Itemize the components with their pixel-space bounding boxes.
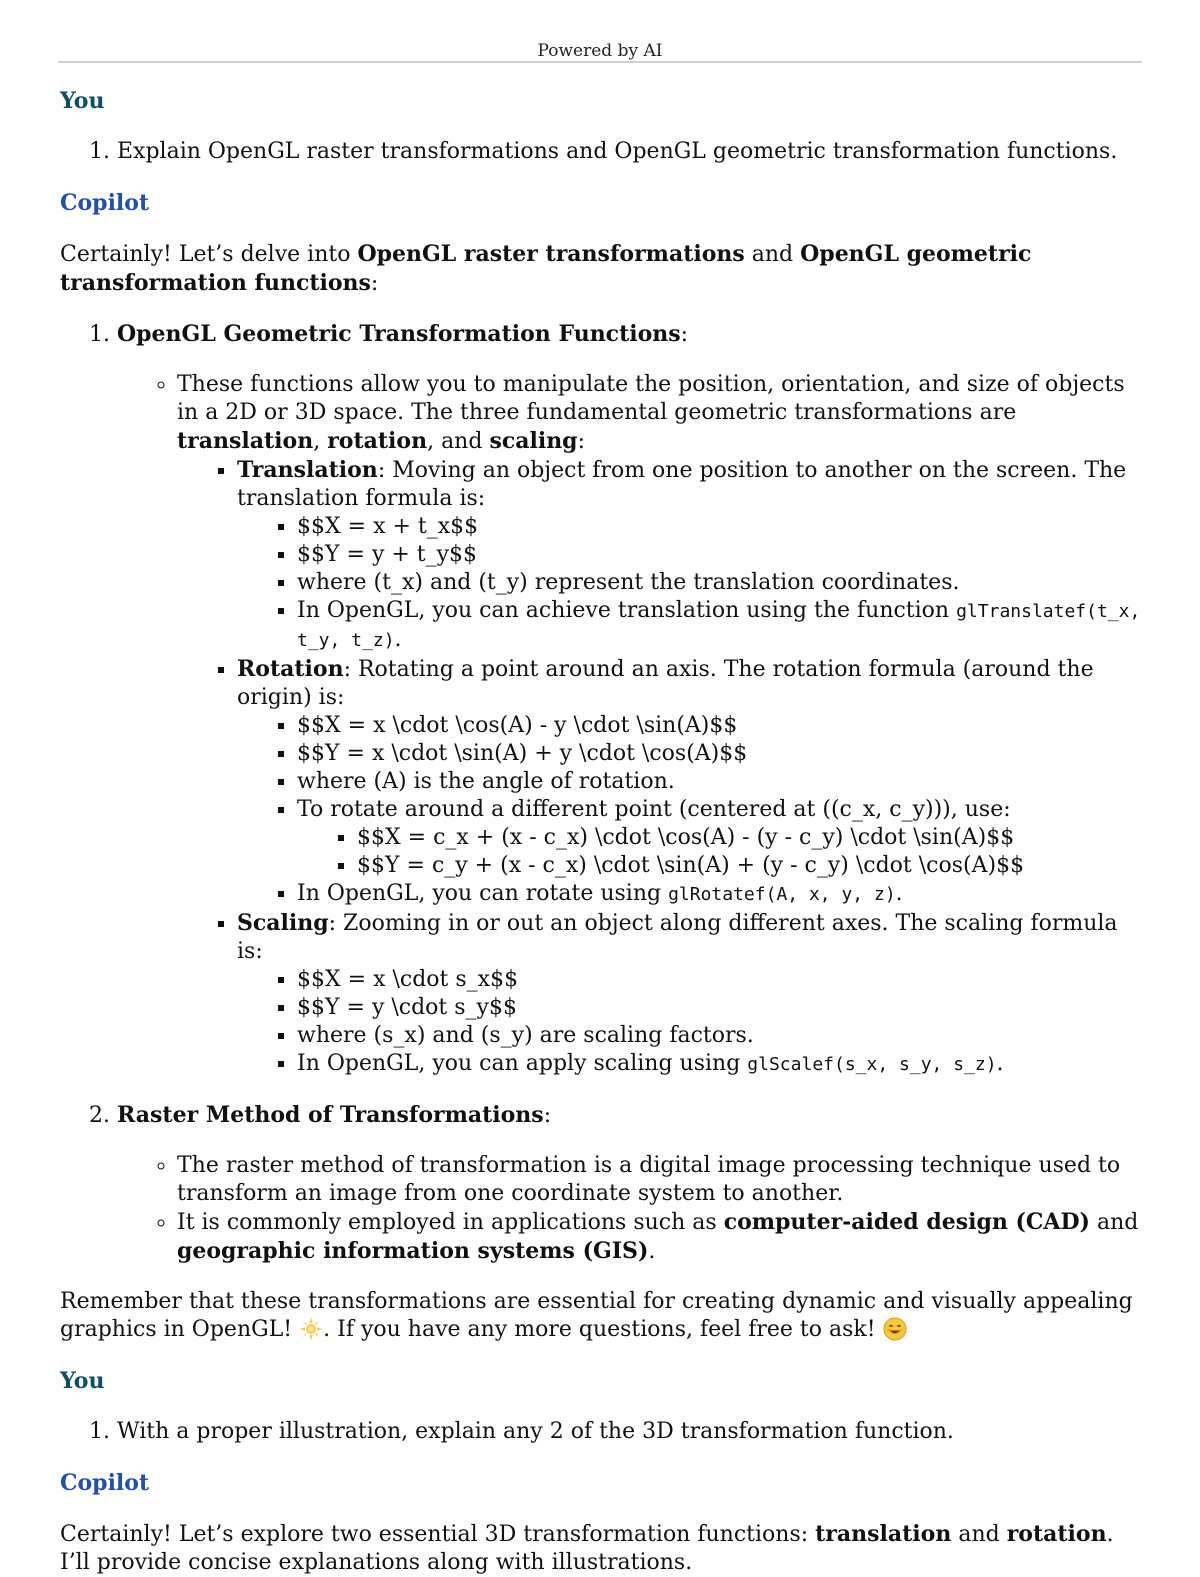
header-divider xyxy=(58,61,1142,63)
intro-bold: translation xyxy=(815,1521,952,1547)
speaker-label-you: You xyxy=(60,88,105,114)
speaker-label-you: You xyxy=(60,1368,105,1394)
bullet-text: It is commonly employed in applications such as xyxy=(177,1210,724,1235)
section-bullets xyxy=(117,1152,1150,1266)
intro-text: . I’ll provide concise explanations along with illustrations. xyxy=(60,1522,1114,1575)
section-title: OpenGL Geometric Transformation Functions xyxy=(117,321,681,347)
section-bullets xyxy=(117,371,1150,1079)
item-text: In OpenGL, you can apply scaling using xyxy=(297,1051,748,1076)
list-item-scaling xyxy=(237,909,1150,1079)
item-label: Rotation xyxy=(237,656,344,682)
conversation xyxy=(60,84,1150,1577)
page-header: Powered by AI xyxy=(537,41,663,61)
copilot-closing xyxy=(60,1288,1150,1344)
item-text: : Moving an object from one position to another on the screen. The translation formula is: xyxy=(237,458,1127,511)
bullet-bold: rotation xyxy=(327,428,428,454)
formula-list xyxy=(237,712,1150,909)
bullet-bold: computer-aided design (CAD) xyxy=(723,1209,1090,1235)
list-item: ▪ where (A) is the angle of rotation. xyxy=(297,768,1150,796)
intro-text: Certainly! Let’s explore two essential 3D transformation functions: xyxy=(60,1522,816,1547)
user-question: 1. Explain OpenGL raster transformations and OpenGL geometric transformation functions. xyxy=(117,138,1150,166)
bullet-bold: geographic information systems (GIS) xyxy=(177,1238,649,1264)
item-text: . xyxy=(895,881,903,906)
intro-text: and xyxy=(951,1522,1007,1547)
section-title-suffix: : xyxy=(543,1103,552,1128)
item-text: : Zooming in or out an object along different axes. The scaling formula is: xyxy=(237,911,1118,964)
list-item xyxy=(297,796,1150,880)
item-text: . xyxy=(996,1051,1004,1076)
item-text: To rotate around a different point (centered at ((c_x, c_y))), use: xyxy=(297,797,1011,822)
list-item xyxy=(297,1050,1150,1079)
formula-list xyxy=(237,966,1150,1079)
list-item: ▪ $$X = x + t_x$$ xyxy=(297,513,1150,541)
list-item: ▪ where (t_x) and (t_y) represent the translation coordinates. xyxy=(297,569,1150,597)
intro-text: Certainly! Let’s delve into xyxy=(60,242,358,267)
formula-sublist xyxy=(297,824,1150,880)
bullet-text: and xyxy=(1089,1210,1139,1235)
list-item xyxy=(297,880,1150,909)
list-item-rotation xyxy=(237,655,1150,909)
item-text: . xyxy=(394,627,402,652)
transformation-list xyxy=(177,456,1150,1079)
closing-text: . If you have any more questions, feel free to ask! xyxy=(323,1317,883,1342)
section-geometric xyxy=(117,320,1150,1079)
list-item-translation xyxy=(237,456,1150,655)
sun-emoji-icon xyxy=(299,1317,323,1341)
list-item: ▪ $$Y = y + t_y$$ xyxy=(297,541,1150,569)
list-item: ◦ The raster method of transformation is a digital image processing technique used to transform an image from one coordinate system to another. xyxy=(177,1152,1150,1208)
bullet-bold: scaling xyxy=(489,428,578,454)
user-question-list xyxy=(60,138,1150,166)
speaker-label-copilot: Copilot xyxy=(60,1470,150,1496)
bullet-text: , xyxy=(313,429,328,454)
closing-text: Remember that these transformations are essential for creating dynamic and visually appealing graphics in OpenGL! xyxy=(60,1289,1133,1342)
copilot-intro xyxy=(60,1520,1150,1577)
list-item: ▪ $$Y = y \cdot s_y$$ xyxy=(297,994,1150,1022)
bullet-text: : xyxy=(577,429,585,454)
intro-bold-geometric: OpenGL geometric transformation functions xyxy=(60,241,1032,296)
intro-bold: rotation xyxy=(1006,1521,1107,1547)
item-text: In OpenGL, you can achieve translation using the function xyxy=(297,598,957,623)
bullet-text: , and xyxy=(427,429,490,454)
item-label: Translation xyxy=(237,457,378,483)
bullet-bold: translation xyxy=(177,428,314,454)
section-raster xyxy=(117,1101,1150,1266)
list-item xyxy=(177,1208,1150,1266)
code-snippet: glScalef(s_x, s_y, s_z) xyxy=(747,1054,997,1075)
smiling-face-emoji-icon xyxy=(883,1317,907,1341)
item-text: : Rotating a point around an axis. The rotation formula (around the origin) is: xyxy=(237,657,1094,710)
section-title: Raster Method of Transformations xyxy=(117,1102,544,1128)
list-item: ▪ $$Y = x \cdot \sin(A) + y \cdot \cos(A)$$ xyxy=(297,740,1150,768)
answer-sections xyxy=(60,320,1150,1266)
list-item: ▪ $$Y = c_y + (x - c_x) \cdot \sin(A) + (y - c_y) \cdot \cos(A)$$ xyxy=(357,852,1150,880)
list-item: ▪ $$X = x \cdot s_x$$ xyxy=(297,966,1150,994)
code-snippet: glRotatef(A, x, y, z) xyxy=(668,884,896,905)
speaker-label-copilot: Copilot xyxy=(60,190,150,216)
list-item xyxy=(177,371,1150,1079)
intro-text: and xyxy=(744,242,801,267)
intro-bold-raster: OpenGL raster transformations xyxy=(357,241,745,267)
list-item: ▪ where (s_x) and (s_y) are scaling factors. xyxy=(297,1022,1150,1050)
intro-text: : xyxy=(370,271,379,296)
bullet-text: These functions allow you to manipulate the position, orientation, and size of objects in a 2D or 3D space. The three fundamental geometric transformations are xyxy=(177,372,1125,425)
user-question-list xyxy=(60,1418,1150,1446)
user-question: 1. With a proper illustration, explain any 2 of the 3D transformation function. xyxy=(117,1418,1150,1446)
code-snippet: glTranslatef(t_x, t_y, t_z) xyxy=(297,601,1141,651)
copilot-intro xyxy=(60,240,1150,298)
item-text: In OpenGL, you can rotate using xyxy=(297,881,669,906)
formula-list xyxy=(237,513,1150,655)
list-item xyxy=(297,597,1150,655)
item-label: Scaling xyxy=(237,910,329,936)
section-title-suffix: : xyxy=(680,322,689,347)
list-item: ▪ $$X = c_x + (x - c_x) \cdot \cos(A) - (y - c_y) \cdot \sin(A)$$ xyxy=(357,824,1150,852)
list-item: ▪ $$X = x \cdot \cos(A) - y \cdot \sin(A)$$ xyxy=(297,712,1150,740)
bullet-text: . xyxy=(648,1239,656,1264)
